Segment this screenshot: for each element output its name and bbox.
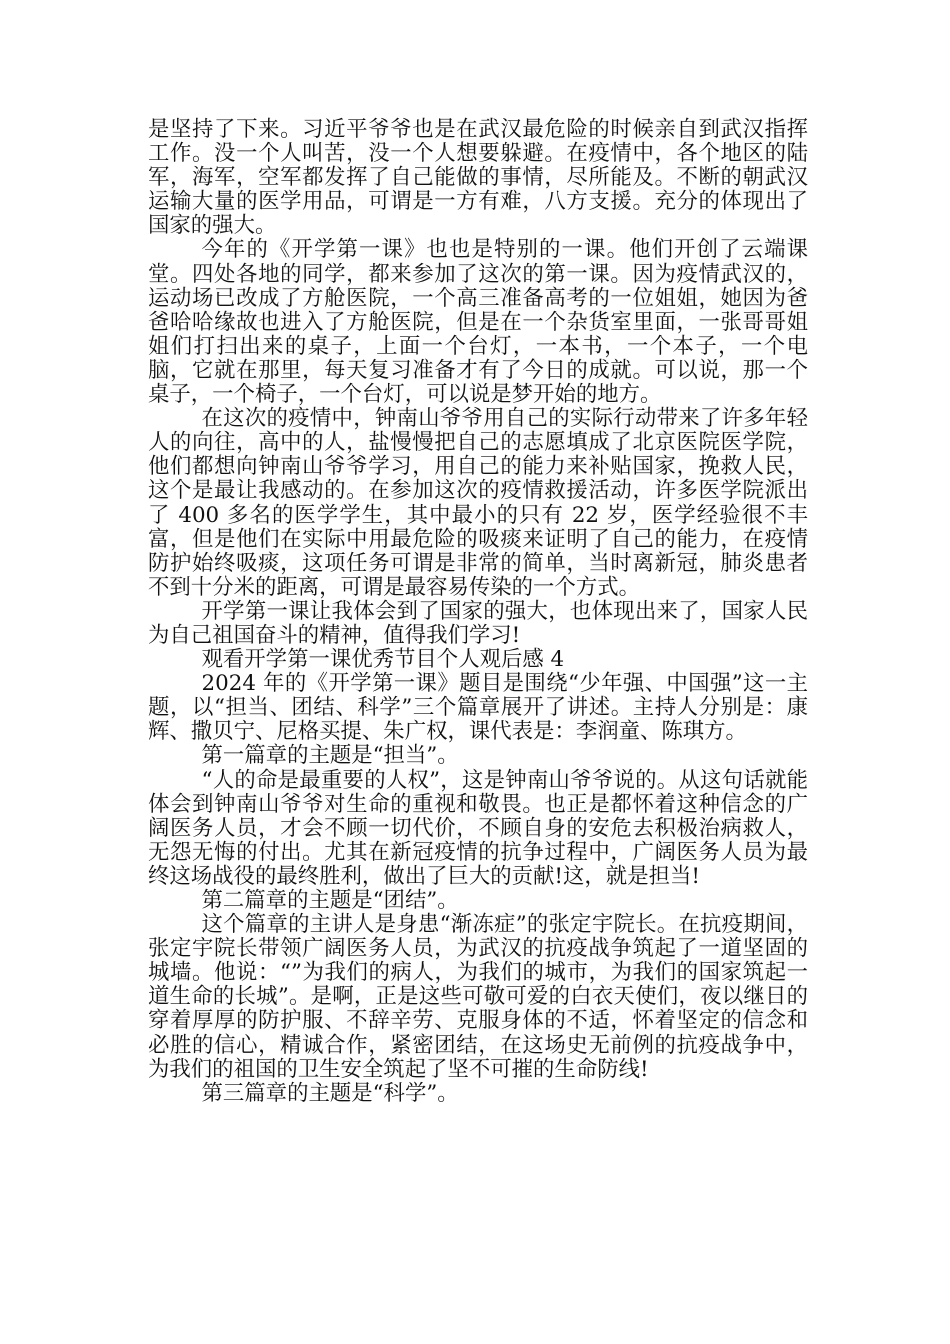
chapter-heading: 第一篇章的主题是“担当”。 xyxy=(201,743,459,769)
chapter-heading: 第二篇章的主题是“团结”。 xyxy=(201,888,459,913)
chapter-heading: 第三篇章的主题是“科学”。 xyxy=(201,1080,459,1106)
document-body xyxy=(148,118,808,1106)
paragraph: 今年的《开学第一课》也也是特别的一课。他们开创了云端课堂。四处各地的同学，都来参加了这次的第一课。因为疫情武汉的，运动场已改成了方舱医院，一个高三准备高考的一位姐姐，她因为爸爸哈哈缘故也进入了方舱医院，但是在一个杂货室里面，一张哥哥姐姐们打扫出来的桌子，上面一个台灯，一本书，一个本子，一个电脑，它就在那里，每天复习准备才有了今日的成就。可以说，那一个桌子，一个椅子，一个台灯，可以说是梦开始的地方。 xyxy=(148,237,808,408)
paragraph: 这个篇章的主讲人是身患“渐冻症”的张定宇院长。在抗疫期间，张定宇院长带领广阔医务人员，为武汉的抗疫战争筑起了一道坚固的城墙。他说：“”为我们的病人，为我们的城市，为我们的国家筑起一道生命的长城”。是啊，正是这些可敬可爱的白衣天使们，夜以继日的穿着厚厚的防护服、不辞辛劳、克服身体的不适，怀着坚定的信念和必胜的信心，精诚合作，紧密团结，在这场史无前例的抗疫战争中，为我们的祖国的卫生安全筑起了坚不可摧的生命防线! xyxy=(148,912,808,1082)
section-heading: 观看开学第一课优秀节目个人观后感 4 xyxy=(201,647,565,673)
paragraph: 在这次的疫情中，钟南山爷爷用自己的实际行动带来了许多年轻人的向往，高中的人，盐慢慢把自己的志愿填成了北京医院医学院，他们都想向钟南山爷爷学习，用自己的能力来补贴国家，挽救人民，这个是最让我感动的。在参加这次的疫情救援活动，许多医学院派出了 400 多名的医学学生，其中最小的只有 22 岁，医学经验很不丰富，但是他们在实际中用最危险的吸痰来证明了自己的能力，在疫情防护始终吸痰，这项任务可谓是非常的简单，当时离新冠，肺炎患者不到十分米的距离，可谓是最容易传染的一个方式。 xyxy=(148,406,808,600)
paragraph: 2024 年的《开学第一课》题目是围绕“少年强、中国强”这一主题，以“担当、团结、科学”三个篇章展开了讲述。主持人分别是：康辉、撒贝宁、尼格买提、朱广权，课代表是：李润童、陈琪方。 xyxy=(148,671,808,745)
paragraph: 是坚持了下来。习近平爷爷也是在武汉最危险的时候亲自到武汉指挥工作。没一个人叫苦，没一个人想要躲避。在疫情中，各个地区的陆军，海军，空军都发挥了自己能做的事情，尽所能及。不断的朝武汉运输大量的医学用品，可谓是一方有难，八方支援。充分的体现出了国家的强大。 xyxy=(148,117,808,239)
paragraph: 开学第一课让我体会到了国家的强大，也体现出来了，国家人民为自己祖国奋斗的精神，值得我们学习! xyxy=(148,598,808,648)
paragraph: “人的命是最重要的人权”，这是钟南山爷爷说的。从这句话就能体会到钟南山爷爷对生命的重视和敬畏。也正是都怀着这种信念的广阔医务人员，才会不顾一切代价，不顾自身的安危去积极治病救人，无怨无悔的付出。尤其在新冠疫情的抗争过程中，广阔医务人员为最终这场战役的最终胜利，做出了巨大的贡献!这，就是担当! xyxy=(148,767,808,889)
